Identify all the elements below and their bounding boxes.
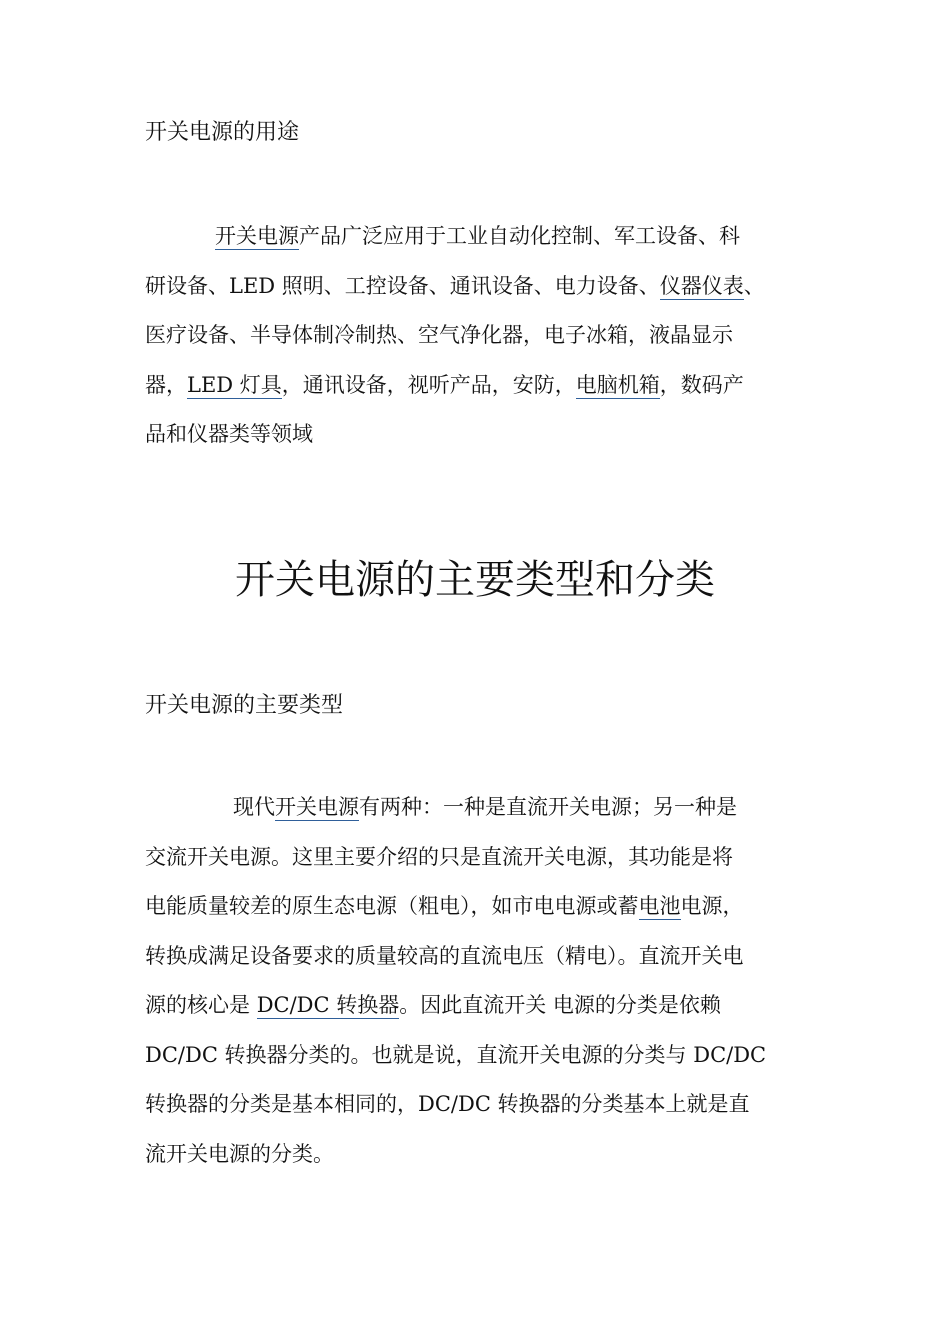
paragraph-line: 器，LED 灯具，通讯设备，视听产品，安防，电脑机箱，数码产: [145, 372, 744, 397]
paragraph-line: 电能质量较差的原生态电源（粗电），如市电电源或蓄电池电源，: [145, 894, 744, 918]
link-switching-power-2[interactable]: 开关电源: [275, 795, 359, 819]
link-pc-case[interactable]: 电脑机箱: [575, 372, 660, 397]
page-title: 开关电源的主要类型和分类: [235, 557, 715, 603]
types-paragraph: [145, 783, 807, 1179]
paragraph-line: 流开关电源的分类。: [145, 1141, 334, 1166]
paragraph-line: 转换器的分类是基本相同的，DC/DC 转换器的分类基本上就是直: [145, 1092, 750, 1116]
section-heading-usage: 开关电源的用途: [145, 120, 300, 145]
link-led-lamps[interactable]: LED 灯具: [187, 372, 282, 397]
paragraph-line: 研设备、LED 照明、工控设备、通讯设备、电力设备、仪器仪表、: [145, 273, 765, 298]
paragraph-line: 医疗设备、半导体制冷制热、空气净化器，电子冰箱，液晶显示: [145, 323, 733, 347]
usage-paragraph: [145, 212, 807, 460]
link-battery[interactable]: 电池: [638, 894, 681, 918]
paragraph-line: DC/DC 转换器分类的。也就是说，直流开关电源的分类与 DC/DC: [145, 1042, 767, 1067]
link-instruments[interactable]: 仪器仪表: [659, 273, 744, 298]
paragraph-line: 品和仪器类等领域: [145, 422, 313, 446]
paragraph-line: 转换成满足设备要求的质量较高的直流电压（精电）。直流开关电: [145, 943, 744, 968]
paragraph-line: 源的核心是 DC/DC 转换器。因此直流开关 电源的分类是依赖: [145, 993, 721, 1017]
link-switching-power[interactable]: 开关电源: [215, 224, 299, 248]
paragraph-line: 开关电源产品广泛应用于工业自动化控制、军工设备、科: [215, 224, 740, 248]
section-heading-types: 开关电源的主要类型: [145, 693, 344, 718]
paragraph-line: 交流开关电源。这里主要介绍的只是直流开关电源，其功能是将: [145, 844, 733, 869]
paragraph-line: 现代开关电源有两种：一种是直流开关电源；另一种是: [233, 795, 737, 819]
link-dcdc-converter[interactable]: DC/DC 转换器: [256, 993, 400, 1017]
